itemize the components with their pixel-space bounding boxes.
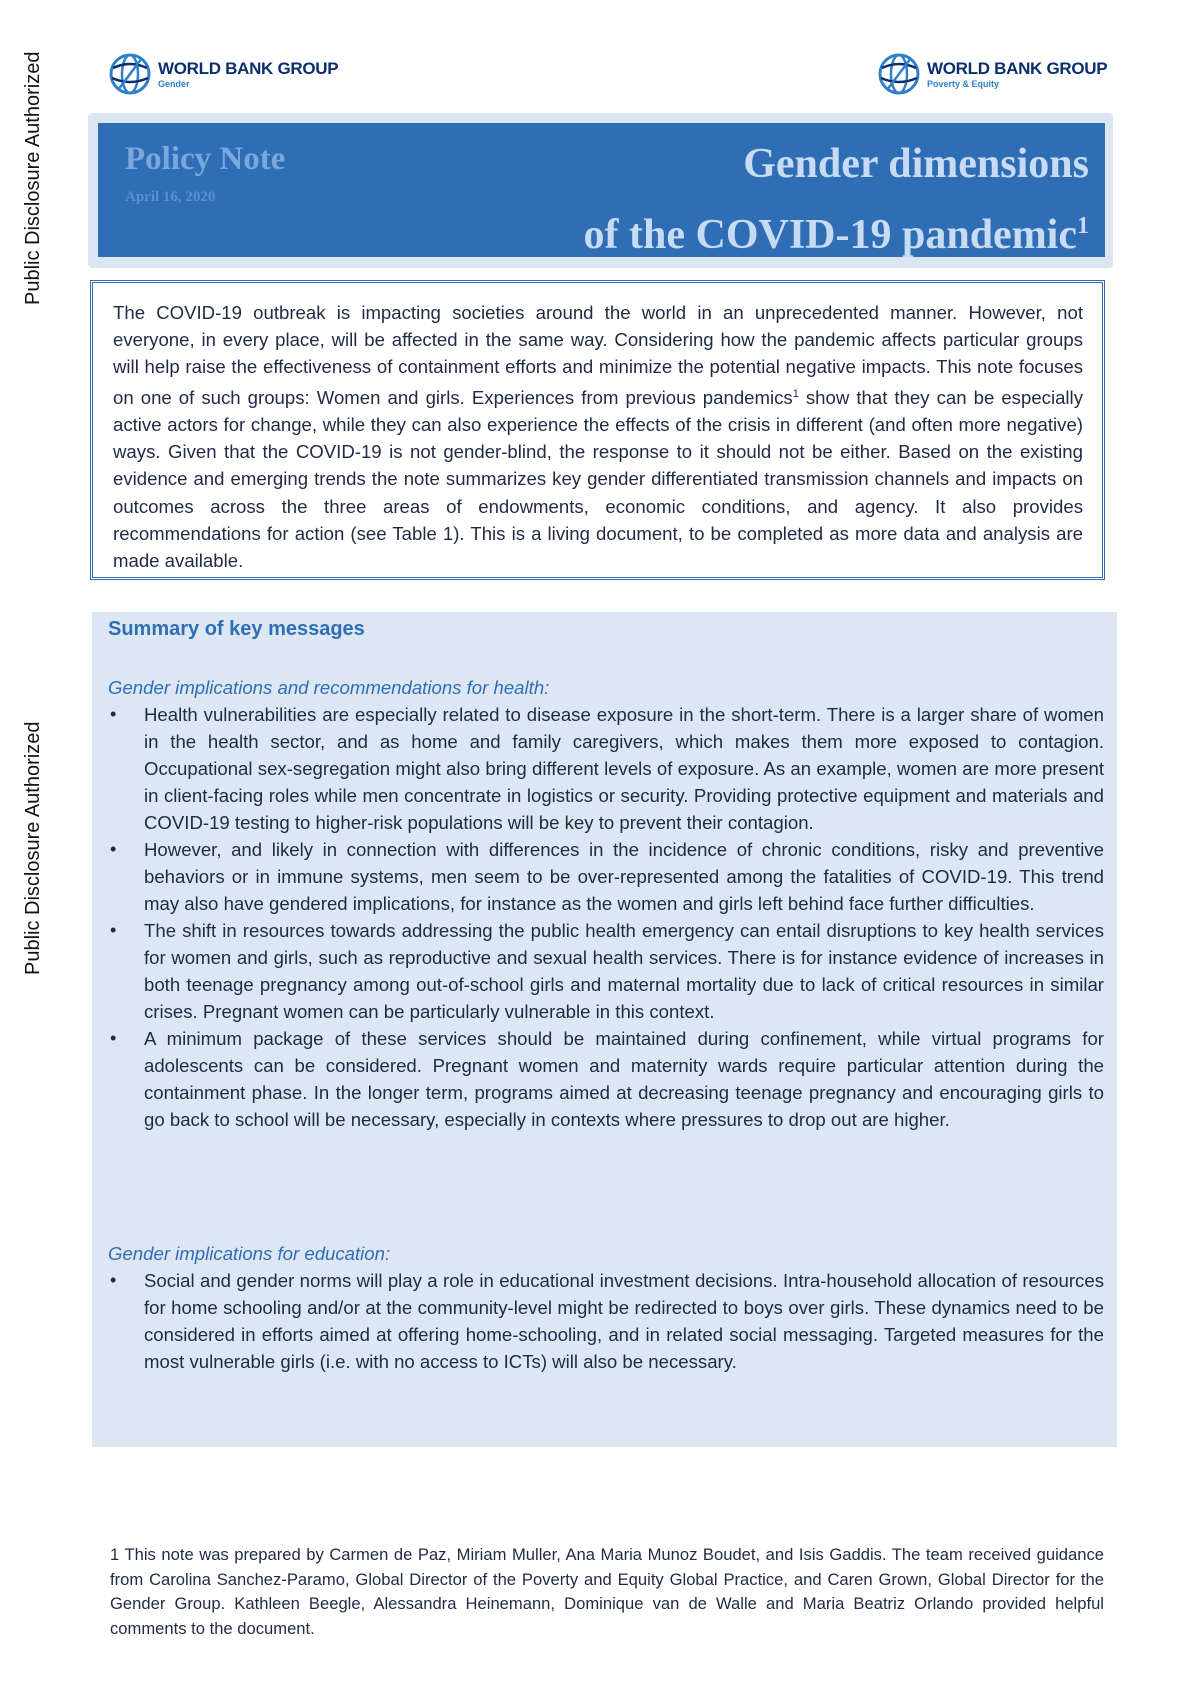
logo-subtitle: Gender bbox=[158, 78, 190, 89]
summary-panel bbox=[92, 612, 1117, 1447]
page-title bbox=[584, 133, 1089, 266]
intro-paragraph: The COVID-19 outbreak is impacting societies around the world in an unprecedented manner. However, not everyone, in every place, will be affected in the same way. Considering how the pandemic affects particular groups will help raise the effectiveness of containment efforts and minimize the potential negative impacts. This note focuses on one of such groups: Women and girls. Experiences from previous pandemics$^1$ show that they can be especially active actors for change, while they can also experience the effects of the crisis in different (and often more negative) ways. Given that the COVID-19 is not gender-blind, the response to it should not be either. Based on the existing evidence and emerging trends the note summarizes key gender differentiated transmission channels and impacts on outcomes across the three areas of endowments, economic conditions, and agency. It also provides recommendations for action (see Table 1). This is a living document, to be completed as more data and analysis are made available. bbox=[113, 302, 1083, 572]
policy-note-label: Policy Note bbox=[125, 141, 286, 177]
title-line-2: of the COVID-19 pandemic$^1$ bbox=[583, 212, 1089, 258]
footnote: 1 This note was prepared by Carmen de Paz, Miriam Muller, Ana Maria Munoz Boudet, and Isis Gaddis. The team received guidance from Carolina Sanchez-Paramo, Global Director of the Poverty and Equity Global Practice, and Caren Grown, Global Director for the Gender Group. Kathleen Beegle, Alessandra Heinemann, Dominique van de Walle and Maria Beatriz Orlando provided helpful comments to the document. bbox=[110, 1545, 1104, 1638]
footnote-ref: 1 bbox=[1077, 213, 1089, 239]
intro-box bbox=[90, 280, 1105, 580]
logo-gender bbox=[108, 52, 338, 96]
health-bullets bbox=[108, 701, 1104, 1133]
title-line-1: Gender dimensions bbox=[743, 141, 1089, 187]
logo-brand: WORLD BANK GROUP bbox=[158, 58, 339, 78]
disclosure-stamp-top: Public Disclosure Authorized bbox=[22, 51, 44, 305]
disclosure-stamp-bottom: Public Disclosure Authorized bbox=[22, 721, 44, 975]
list-item: • Social and gender norms will play a role in educational investment decisions. Intra-household allocation of resources for home schooling and/or at the community-level might be redirected to boys over girls. These dynamics need to be considered in efforts aimed at offering home-schooling, and in related social messaging. Targeted measures for the most vulnerable girls (i.e. with no access to ICTs) will also be necessary. bbox=[110, 1270, 1104, 1372]
publication-date: April 16, 2020 bbox=[125, 189, 216, 205]
education-bullets bbox=[108, 1267, 1104, 1375]
list-item: • A minimum package of these services should be maintained during confinement, while virtual programs for adolescents can be considered. Pregnant women and maternity wards require particular attention during the containment phase. In the longer term, programs aimed at decreasing teenage pregnancy and encouraging girls to go back to school will be necessary, especially in contexts where pressures to drop out are higher. bbox=[110, 1028, 1104, 1130]
summary-heading: Summary of key messages bbox=[108, 618, 365, 640]
list-item: • However, and likely in connection with differences in the incidence of chronic conditions, risky and preventive behaviors or in immune systems, men seem to be over-represented among the fatalities of COVID-19. This trend may also have gendered implications, for instance as the women and girls left behind face further difficulties. bbox=[110, 839, 1104, 914]
health-heading: Gender implications and recommendations for health: bbox=[108, 677, 550, 698]
world-bank-globe-icon bbox=[877, 52, 921, 96]
logo-brand: WORLD BANK GROUP bbox=[927, 58, 1108, 78]
education-section bbox=[108, 1240, 1104, 1375]
education-heading: Gender implications for education: bbox=[108, 1243, 391, 1264]
footnote-ref: 1 bbox=[792, 387, 799, 400]
logo-poverty-equity bbox=[877, 52, 1107, 96]
logo-subtitle: Poverty & Equity bbox=[927, 78, 1000, 89]
list-item: • The shift in resources towards addressing the public health emergency can entail disruptions to key health services for women and girls, such as reproductive and sexual health services. There is for instance evidence of increases in both teenage pregnancy among out-of-school girls and maternal mortality due to lack of critical resources in similar crises. Pregnant women can be particularly vulnerable in this context. bbox=[110, 920, 1104, 1022]
list-item: • Health vulnerabilities are especially related to disease exposure in the short-term. There is a larger share of women in the health sector, and as home and family caregivers, which makes them more exposed to contagion. Occupational sex-segregation might also bring different levels of exposure. As an example, women are more present in client-facing roles while men concentrate in logistics or security. Providing protective equipment and materials and COVID-19 testing to higher-risk populations will be key to prevent their contagion. bbox=[110, 704, 1104, 833]
health-section bbox=[108, 674, 1104, 1133]
title-banner bbox=[98, 123, 1105, 257]
world-bank-globe-icon bbox=[108, 52, 152, 96]
